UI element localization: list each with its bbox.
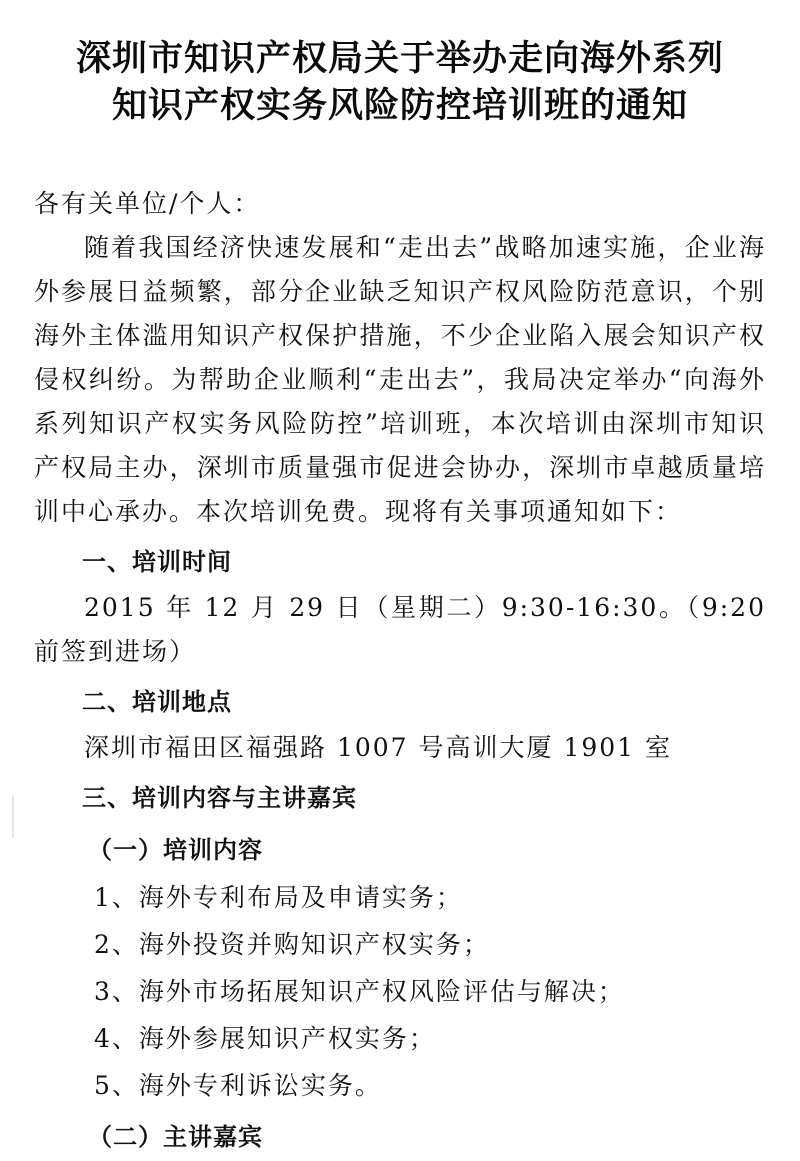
section-training-location-heading: 二、培训地点 <box>82 688 232 716</box>
content-item-4: 4、海外参展知识产权实务； <box>94 1024 436 1053</box>
content-item-3: 3、海外市场拓展知识产权风险评估与解决； <box>94 977 625 1006</box>
subsection-speakers-heading: （二）主讲嘉宾 <box>88 1123 263 1151</box>
section-content-and-speakers-heading: 三、培训内容与主讲嘉宾 <box>82 784 357 812</box>
subsection-training-content-heading: （一）培训内容 <box>88 836 263 864</box>
content-item-5: 5、海外专利诉讼实务。 <box>94 1071 382 1100</box>
salutation: 各有关单位/个人： <box>34 189 261 218</box>
training-location-text: 深圳市福田区福强路 1007 号高训大厦 1901 室 <box>84 733 673 762</box>
title-line-2: 知识产权实务风险防控培训班的通知 <box>111 86 688 126</box>
scan-edge-mark <box>12 796 14 838</box>
content-item-1: 1、海外专利布局及申请实务； <box>94 883 463 912</box>
content-item-2: 2、海外投资并购知识产权实务； <box>94 930 490 959</box>
title-line-1: 深圳市知识产权局关于举办走向海外系列 <box>75 39 724 79</box>
training-time-text: 2015 年 12 月 29 日（星期二）9:30-16:30。（9:20 前签到进场） <box>34 593 766 666</box>
intro-paragraph: 随着我国经济快速发展和“走出去”战略加速实施，企业海外参展日益频繁，部分企业缺乏知识产权风险防范意识，个别海外主体滥用知识产权保护措施，不少企业陷入展会知识产权侵权纠纷。为帮助企业顺利“走出去”，我局决定举办“向海外系列知识产权实务风险防控”培训班，本次培训由深圳市知识产权局主办，深圳市质量强市促进会协办，深圳市卓越质量培训中心承办。本次培训免费。现将有关事项通知如下： <box>34 233 766 526</box>
notice-title <box>34 36 766 130</box>
section-training-time-heading: 一、培训时间 <box>82 548 232 576</box>
